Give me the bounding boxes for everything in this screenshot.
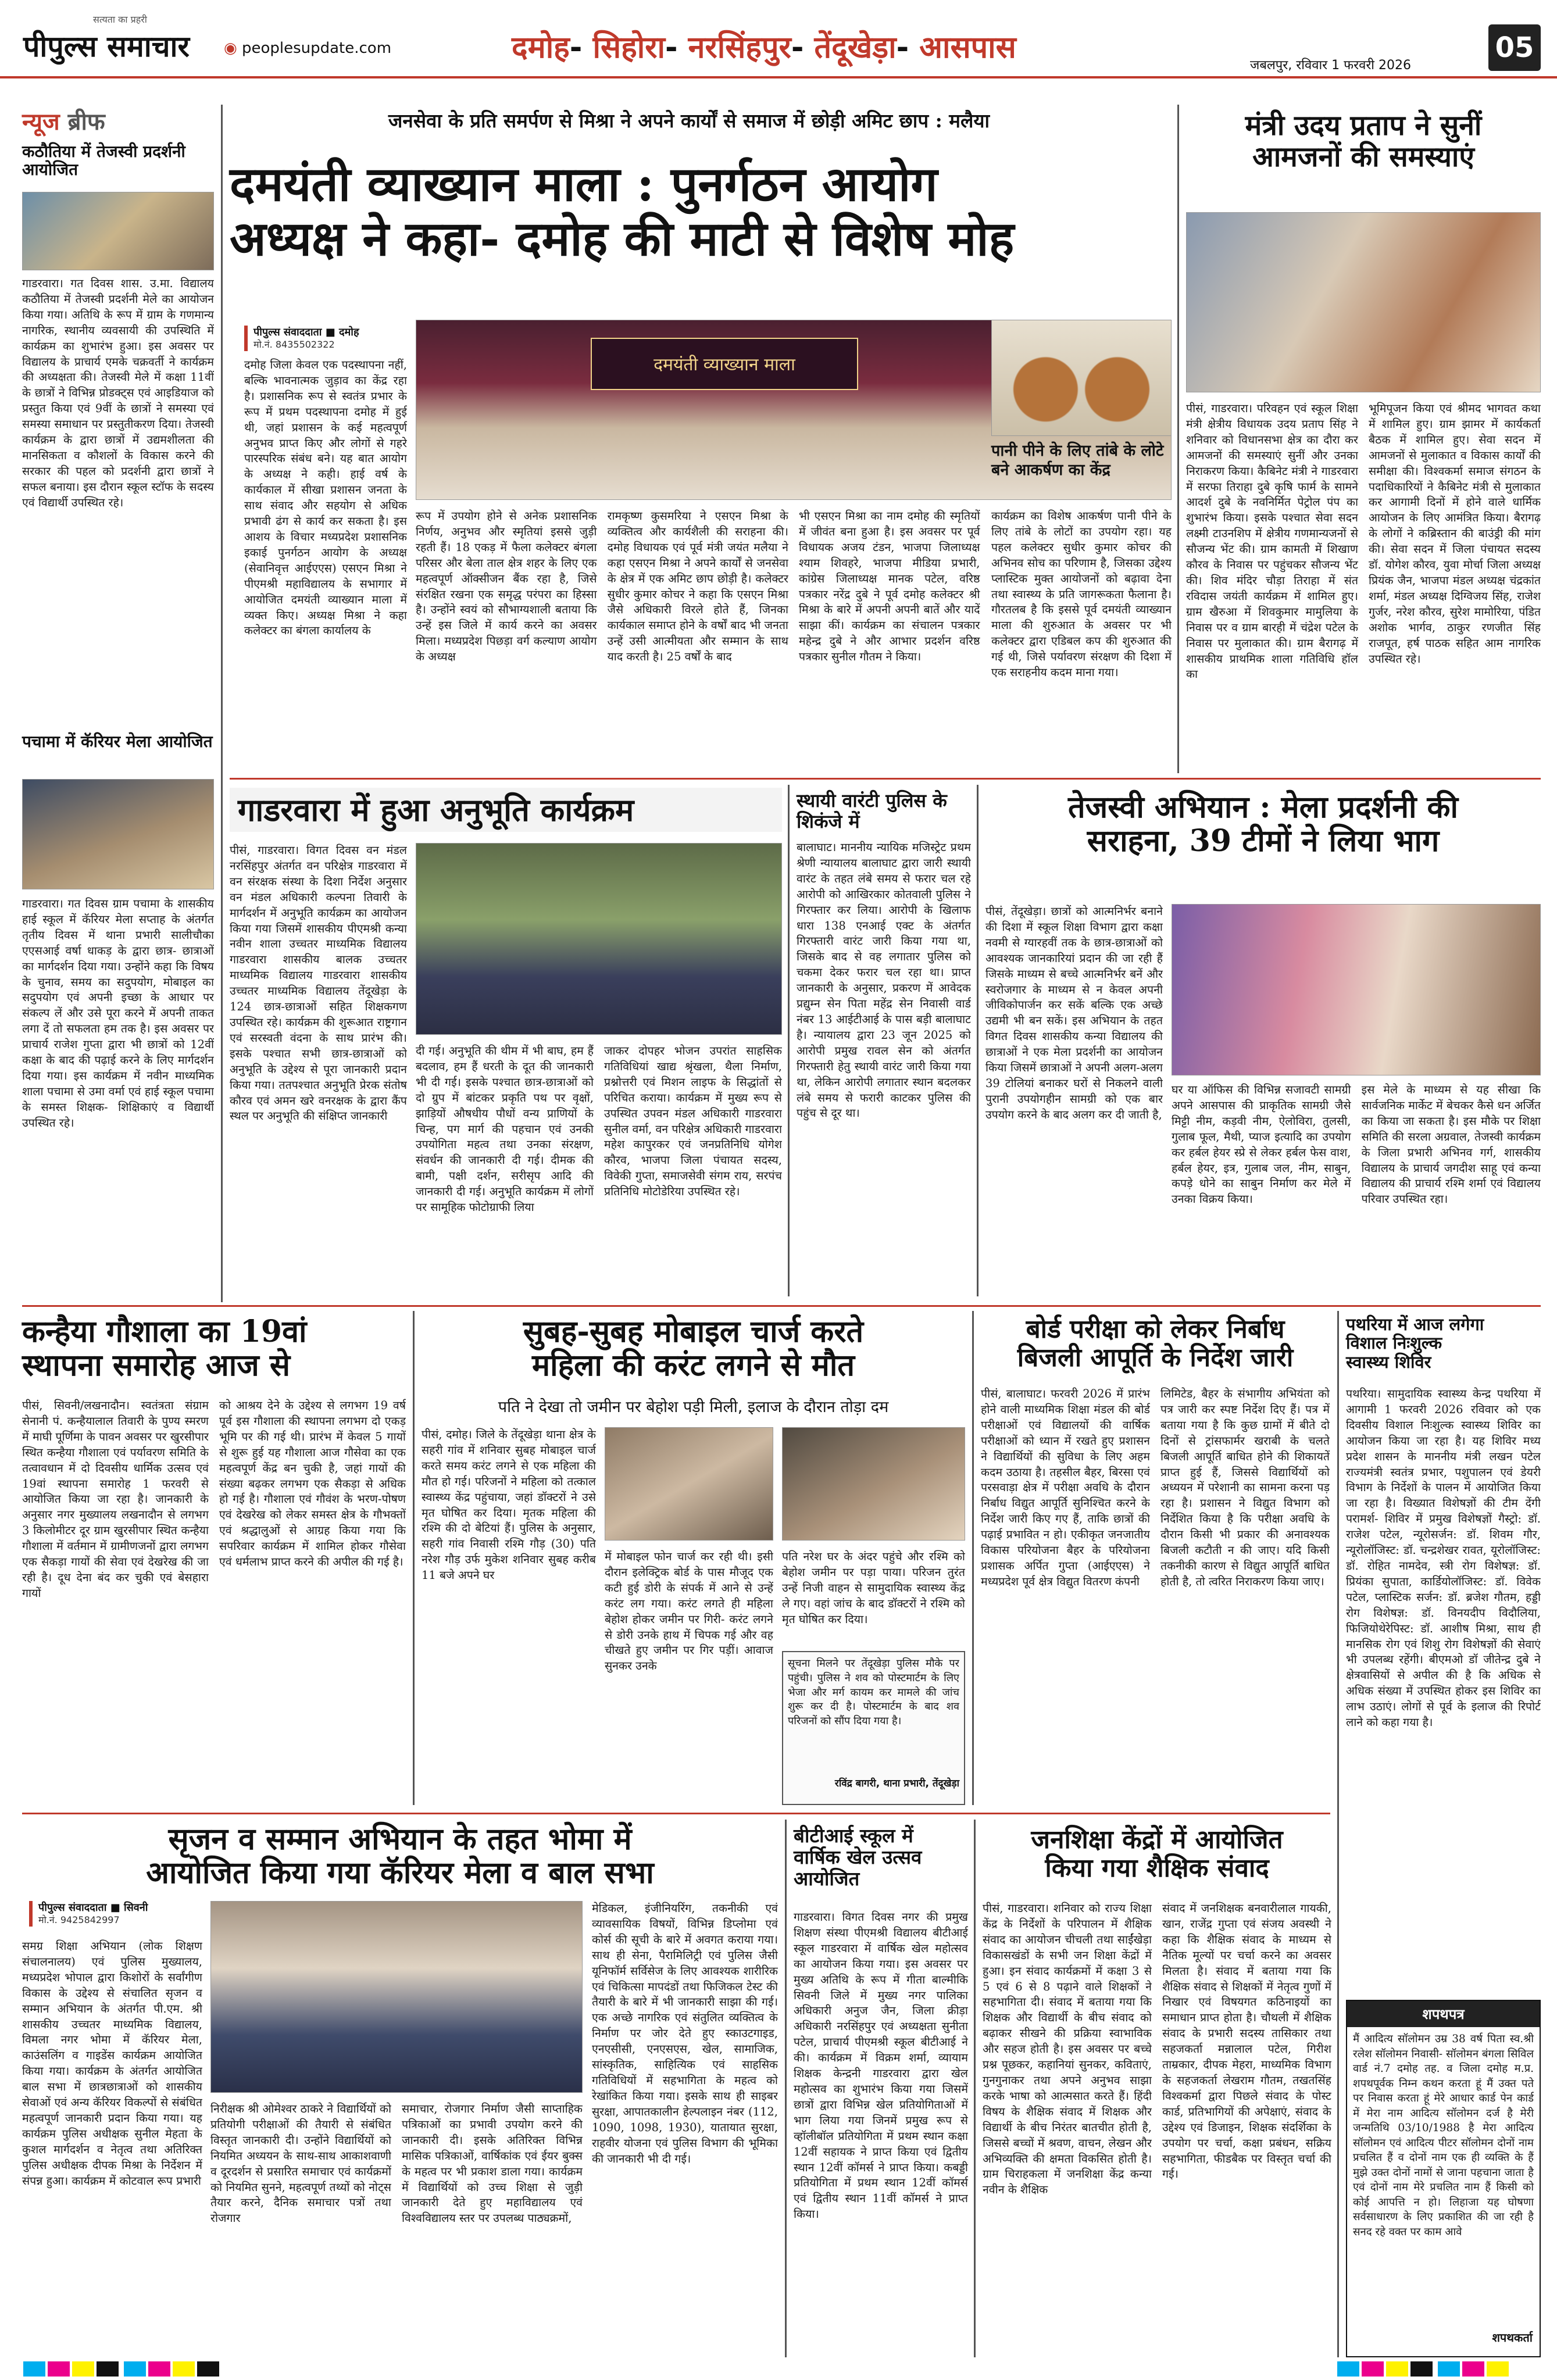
brief2-headline: पचामा में कॅरियर मेला आयोजित	[22, 732, 213, 751]
affidavit-title: शपथपत्र	[1347, 2001, 1540, 2027]
minister-col2: भूमिपूजन किया एवं श्रीमद भागवत कथा में शामिल हुए। ग्राम झामर में कार्यकर्ता बैठक में शामिल हुए। सेवा सदन में आमजनों से मुलाकात व विकास कार्यों की समीक्षा की। विश्वकर्मा समाज संगठन के पदाधिकारियों ने कैबिनेट मंत्री से मुलाकात कर आगामी दिनों में होने वाले धार्मिक आयोजन के लिए आमंत्रित किया। बैरागढ़ के लोगों ने कब्रिस्तान की बाउंड्री की मांग की। सेवा सदन में जिला पंचायत सदस्य डॉ. योगेश कौरव, युवा मोर्चा जिला अध्यक्ष प्रियंक जैन, भाजपा मंडल अध्यक्ष चंद्रकांत शर्मा, मंडल अध्यक्ष दिग्विजय सिंह, राजेश गुर्जर, नरेश कौरव, सुरेश मामोरिया, पंडित अशोक भार्गव, ठाकुर रणजीत सिंह राजपूत, हर्ष पाठक सहित आम नागरिक उपस्थित रहे।	[1369, 402, 1541, 666]
logo-tagline: सत्यता का प्रहरी	[93, 14, 147, 25]
lead-headline: दमयंती व्याख्यान माला : पुनर्गठन आयोग अध्यक्ष ने कहा- दमोह की माटी से विशेष मोह	[230, 156, 1015, 267]
lead-col4: भी एसएन मिश्रा का नाम दमोह की स्मृतियों में जीवंत बना हुआ है। इस अवसर पर पूर्व विधायक अजय टंडन, भाजपा जिलाध्यक्ष श्याम शिवहरे, भाजपा मीडिया प्रभारी, कांग्रेस जिलाध्यक्ष मानक पटेल, वरिष्ठ पत्रकार नरेंद्र दुबे ने पूर्व दमोह कलेक्टर श्री मिश्रा के बारे में अपनी अपनी बातें और यादें साझा कीं। कार्यक्रम का संचालन पत्रकार महेन्द्र दुबे ने और आभार प्रदर्शन वरिष्ठ पत्रकार सुनील गौतम ने किया।	[799, 509, 980, 664]
region-3: नरसिंहपुर	[688, 30, 791, 65]
gaushala-headline: कन्हैया गौशाला का 19वां स्थापना समारोह आज से	[22, 1314, 307, 1384]
region-2: सिहोरा	[592, 30, 665, 65]
pot-body: कार्यक्रम का विशेष आकर्षण पानी पीने के लिए तांबे के लोटों का उपयोग रहा। यह पहल कलेक्टर सुधीर कुमार कोचर की अभिनव सोच का परिणाम है, जिसका उद्देश्य प्लास्टिक मुक्त आयोजनों को बढ़ावा देना तथा स्वास्थ्य के प्रति जागरूकता फैलाना है। गौरतलब है कि इससे पूर्व दमयंती व्याख्यान माला की शुरुआत के अवसर पर भी कलेक्टर द्वारा एडिबल कप की शुरुआत की गई थी, जिसे पर्यावरण संरक्षण की दिशा में एक सराहनीय कदम माना गया।	[991, 509, 1172, 680]
mobile-note-byline: रविंद्र बागरी, थाना प्रभारी, तेंदूखेड़ा	[834, 1778, 959, 1789]
brief1-body: गाडरवारा। गत दिवस शास. उ.मा. विद्यालय कठौतिया में तेजस्वी प्रदर्शनी मेले का आयोजन किया गया। अतिथि के रूप में ग्राम के गणमान्य नागरिक, स्थानीय व्यवसायी की उपस्थिति में कार्यक्रम का शुभारंभ हुआ। इस अवसर पर विद्यालय के प्राचार्य एमके चक्रवर्ती ने कार्यक्रम की अध्यक्षता की। तेजस्वी मेले में कक्षा 11वीं के छात्रों ने विभिन्न प्रोडक्ट्स एवं आइडियाज को प्रस्तुत किया एवं 9वीं के छात्रों ने समस्या एवं समस्या समाधान पर प्रस्तुतीकरण दिया। तेजस्वी कार्यक्रम के द्वारा छात्रों में उद्यमशीलता की मानसिकता व कौशलों के विकास करने की सरकार की पहल को प्रदर्शनी द्वारा छात्रों ने सफल बनाया। इस दौरान स्कूल स्टॉफ के सदस्य एवं विद्यार्थी उपस्थित रहे।	[22, 277, 214, 509]
bts-headline: बीटीआई स्कूल में वार्षिक खेल उत्सव आयोजित	[794, 1824, 922, 1890]
affidavit-body: मैं आदित्य सॉलोमन उम्र 38 वर्ष पिता स्व.श्री रलेश सॉलोमन निवासी- सॉलोमन बंगला सिविल वार्ड नं.7 दमोह तह. व जिला दमोह म.प्र. शपथपूर्वक निम्न कथन करता हूं मैं उक्त पते पर निवास करता हूं मेरे आधार कार्ड पेन कार्ड में मेरा नाम आदित्य सॉलोमन दर्ज है मेरी जन्मतिथि 03/10/1988 है मेरा आदित्य सॉलोमन एवं आदित्य पीटर सॉलोमन दोनों नाम प्रचलित हैं व दोनों नाम एक ही व्यक्ति के हैं मुझे उक्त दोनों नामों से जाना पहचाना जाता है एवं दोनों नाम मेरे प्रचलित नाम हैं किसी को कोई आपत्ति न हो। लिहाजा यह घोषणा सर्वसाधारण के लिए प्रकाशित की जा रही है सनद रहे वक्त पर काम आवे	[1353, 2033, 1534, 2238]
mobile-col1: पीसं, दमोह। जिले के तेंदूखेड़ा थाना क्षेत्र के सहरी गांव में शनिवार सुबह मोबाइल चार्ज करते समय करंट लगने से एक महिला की मौत हो गई। परिजनों ने महिला को तत्काल स्वास्थ्य केंद्र पहुंचाया, जहां डॉक्टरों ने उसे मृत घोषित कर दिया। मृतक महिला की रश्मि की दो बेटियां हैं। पुलिस के अनुसार, सहरी गांव निवासी रश्मि गौड़ (30) पति नरेश गौड़ उर्फ मुकेश शनिवार सुबह करीब 11 बजे अपने घर	[422, 1428, 596, 1582]
mobile-photo-1	[605, 1427, 773, 1541]
minister-columns	[1186, 401, 1541, 773]
minister-col1: पीसं, गाडरवारा। परिवहन एवं स्कूल शिक्षा मंत्री क्षेत्रीय विधायक उदय प्रताप सिंह ने शनिवार को विधानसभा क्षेत्र का दौरा कर आमजनों की समस्याएं सुनीं और उनका निराकरण किया। कैबिनेट मंत्री ने गाडरवारा में सरफा तिराहा दुबे कृषि फार्म के सामने आदर्श दुबे के नवनिर्मित पेट्रोल पंप का शुभारंभ किया। इसके पश्चात सेवा सदन लक्ष्मी टाउनशिप में क्षेत्रीय गणमान्यजनों से सौजन्य भेंट की। ग्राम कामती में शिखाण कौरव के निवास पर पहुंचकर सौजन्य भेंट की। शिव मंदिर चौड़ा तिराहा में संत रविदास जयंती कार्यक्रम में शामिल हुए। ग्राम खैरुआ में शिवकुमार मामुलिया के निवास पर व ग्राम बारही में चंद्रेश पटेल के निवास पर मुलाकात की। ग्राम बैरागढ़ में शासकीय प्राथमिक शाला गतिविधि हॉल का	[1186, 402, 1358, 681]
lead-col1: दमोह जिला केवल एक पदस्थापना नहीं, बल्कि भावनात्मक जुड़ाव का केंद्र रहा है। प्रशासनिक रूप से स्वतंत्र प्रभार के रूप में प्रथम पदस्थापना दमोह में हुई थी, जहां प्रशासन के कई महत्वपूर्ण अनुभव प्राप्त किए और लोगों से गहरे पारस्परिक संबंध बने। यह बात आयोग के अध्यक्ष ने कही। हाई वर्ष के कार्यकाल में सीखा प्रशासन जनता के साथ संवाद और सहयोग से अधिक प्रभावी ढंग से कार्य कर सकता है। इस आशय के विचार मध्यप्रदेश प्रशासनिक इकाई पुनर्गठन आयोग के अध्यक्ष (सेवानिवृत्त आईएएस) एसएन मिश्रा ने पीएमश्री महाविद्यालय के सभागार में आयोजित दमयंती व्याख्यान माला में व्यक्त किए। अध्यक्ष मिश्रा ने कहा कलेक्टर का बंगला कार्यालय के	[244, 358, 407, 638]
srijan-col3: समाचार, रोजगार निर्माण जैसी साप्ताहिक पत्रिकाओं का प्रभावी उपयोग करने की जानकारी दी। इसके अतिरिक्त विभिन्न मासिक पत्रिकाओं, वार्षिकांक एवं ईयर बुक्स के महत्व पर भी प्रकाश डाला गया। कार्यक्रम में विद्यार्थियों को उच्च शिक्षा से जुड़ी जानकारी देते हुए महाविद्यालय एवं विश्वविद्यालय स्तर पर उपलब्ध पाठ्यक्रमों,	[402, 2102, 583, 2225]
site-url[interactable]: ◉ peoplesupdate.com	[224, 40, 392, 57]
tejasvi-intro: पीसं, तेंदूखेड़ा। छात्रों को आत्मनिर्भर बनाने की दिशा में स्कूल शिक्षा विभाग द्वारा कक्षा नवमी से ग्यारहवीं तक के छात्र-छात्राओं को आवश्यक जानकारियां प्रदान की जा रही हैं जिसके माध्यम से बच्चे आत्मनिर्भर बनें और स्वरोजगार के माध्यम से न केवल अपनी जीविकोपार्जन कर सकें बल्कि एक अच्छे उद्यमी भी बन सकें। इस अभियान के तहत विगत दिवस शासकीय कन्या विद्यालय की छात्राओं ने एक मेला प्रदर्शनी का आयोजन किया जिसमें छात्राओं ने अपनी अलग-अलग 39 टोलियां बनाकर घरों से निकलने वाली पुरानी उपयोगहीन सामग्री को एक बार उपयोग करने के बाद अलग कर दी जाती है,	[985, 905, 1163, 1121]
divider	[230, 778, 1541, 780]
lead-col2: रूप में उपयोग होने से अनेक प्रशासनिक निर्णय, अनुभव और स्मृतियां इससे जुड़ी रहती हैं। 18 एकड़ में फैला कलेक्टर बंगला परिसर और बेला ताल क्षेत्र शहर के लिए एक महत्वपूर्ण ऑक्सीजन बैंक रहा है, जिसे संरक्षित रखना एक समृद्ध परंपरा का हिस्सा है। उन्होंने स्वयं को सौभाग्यशाली बताया कि उन्हें इस जिले में कार्य करने का अवसर मिला। मध्यप्रदेश पिछड़ा वर्ग कल्याण आयोग के अध्यक्ष	[416, 509, 597, 664]
mobile-note: सूचना मिलने पर तेंदूखेड़ा पुलिस मौके पर पहुंची। पुलिस ने शव को पोस्टमार्टम के लिए भेजा और मर्ग कायम कर मामले की जांच शुरू कर दी है। पोस्टमार्टम के बाद शव परिजनों को सौंप दिया गया है।	[788, 1657, 959, 1728]
brief2-photo	[22, 779, 214, 889]
anubhuti-photo	[416, 843, 782, 1035]
mobile-col3: पति नरेश घर के अंदर पहुंचे और रश्मि को बेहोश जमीन पर पड़ा पाया। परिजन तुरंत उन्हें निजी वाहन से सामुदायिक स्वास्थ्य केंद्र ले गए। वहां जांच के बाद डॉक्टरों ने रश्मि को मृत घोषित कर दिया।	[782, 1550, 965, 1626]
pot-caption: पानी पीने के लिए तांबे के लोटे बने आकर्षण का केंद्र	[991, 442, 1164, 479]
mobile-col2: में मोबाइल फोन चार्ज कर रही थी। इसी दौरान इलेक्ट्रिक बोर्ड के पास मौजूद एक कटी हुई डोरी के संपर्क में आने से उन्हें करंट लग गया। करंट लगते ही महिला बेहोश होकर जमीन पर गिरी- करंट लगने से डोरी उनके हाथ में चिपक गई और वह चीखते हुए जमीन पर गिर पड़ीं। आवाज सुनकर उनके	[605, 1550, 773, 1673]
pot-photo	[991, 320, 1172, 436]
tejasvi-photo	[1172, 904, 1541, 1075]
janshiksha-columns	[983, 1901, 1331, 2357]
mobile-subhead: पति ने देखा तो जमीन पर बेहोश पड़ी मिली, इलाज के दौरान तोड़ा दम	[498, 1398, 889, 1416]
region-banner: दमोह- सिहोरा- नरसिंहपुर- तेंदूखेड़ा- आसपास	[512, 30, 1016, 65]
anubhuti-headline: गाडरवारा में हुआ अनुभूति कार्यक्रम	[230, 788, 782, 832]
region-1: दमोह	[512, 30, 570, 65]
gaushala-col1: पीसं, सिवनी/लखनादौन। स्वतंत्रता संग्राम सेनानी पं. कन्हैयालाल तिवारी के पुण्य स्मरण में माघी पूर्णिमा के पावन अवसर पर खुरसीपार स्थित कन्हैया गौशाला एवं पर्यावरण समिति के तत्वावधान में दो दिवसीय धार्मिक उत्सव एवं 19वां स्थापना समारोह 1 फरवरी से आयोजित किया जा रहा है। जानकारी के अनुसार नगर मुख्यालय लखनादौन से लगभग 3 किलोमीटर दूर ग्राम खुरसीपार स्थित कन्हैया गौशाला में वर्तमान में ग्रामीणजनों द्वारा लगभग एक सैकड़ा गायों की सेवा एवं देखरेख की जा रही है। दूध देना बंद कर चुकी एवं बेसहारा गायों	[22, 1399, 209, 1600]
srijan-col1: समग्र शिक्षा अभियान (लोक शिक्षण संचालनालय) एवं पुलिस मुख्यालय, मध्यप्रदेश भोपाल द्वारा किशोरों के सर्वांगीण विकास के उद्देश्य से संचालित सृजन व सम्मान अभियान के अंतर्गत पी.एम. श्री शासकीय उच्चतर माध्यमिक विद्यालय, विमला नगर भोमा में कॅरियर मेला, काउंसलिंग व गाइडेंस कार्यक्रम आयोजित किया गया। कार्यक्रम के अंतर्गत आयोजित बाल सभा में छात्रछात्राओं को शासकीय सेवाओं एवं अन्य कॅरियर विकल्पों से संबंधित महत्वपूर्ण जानकारी प्रदान किया गया। यह कार्यक्रम पुलिस अधीक्षक सुनील मेहता के कुशल मार्गदर्शन व नेतृत्व तथा अतिरिक्त पुलिस अधीक्षक दीपक मिश्रा के निर्देशन में संपन्न हुआ। कार्यक्रम में कोटवाल रूप प्रभारी	[22, 1939, 202, 2188]
srijan-col4: मेडिकल, इंजीनियरिंग, तकनीकी एवं व्यावसायिक विषयों, विभिन्न डिप्लोमा एवं कोर्स की सूची के बारे में अवगत कराया गया। साथ ही सेना, पैरामिलिट्री एवं पुलिस जैसी यूनिफॉर्म सर्विसेज के लिए आवश्यक शारीरिक एवं चिकित्सा मापदंडों तथा फिजिकल टेस्ट की तैयारी के बारे में भी जानकारी साझा की गई। एक अच्छे नागरिक एवं संतुलित व्यक्तित्व के निर्माण पर जोर देते हुए स्काउटगाइड, एनएसीसी, एनएसएस, खेल, सामाजिक, सांस्कृतिक, साहित्यिक एवं साहसिक गतिविधियों में सहभागिता के महत्व को रेखांकित किया गया। इसके साथ ही साइबर सुरक्षा, आपातकालीन हेल्पलाइन नंबर (112, 1090, 1098, 1930), यातायात सुरक्षा, राहवीर योजना एवं पुलिस विभाग की भूमिका की जानकारी भी दी गई।	[592, 1902, 778, 2165]
janshiksha-col1: पीसं, गाडरवारा। शनिवार को राज्य शिक्षा केंद्र के निर्देशों के परिपालन में शैक्षिक संवाद का आयोजन चीचली तथा साईंखेड़ा विकासखंडों के सभी जन शिक्षा केंद्रों में हुआ। इन संवाद कार्यक्रमों में कक्षा 3 से 5 एवं 6 से 8 पढ़ाने वाले शिक्षकों ने सहभागिता दी। संवाद में बताया गया कि शिक्षक और विद्यार्थी के बीच संवाद को बढ़ाकर सीखने की प्रक्रिया स्वाभाविक और सहज होती है। इस अवसर पर बच्चे प्रश्न पूछकर, कहानियां सुनकर, कविताएं, गुनगुनाकर तथा अपने अनुभव साझा करके भाषा को आत्मसात करते हैं। हिंदी विषय के शैक्षिक संवाद में शिक्षक और विद्यार्थी के बीच निरंतर बातचीत होती है, जिससे बच्चों में श्रवण, वाचन, लेखन और अभिव्यक्ति की क्षमता विकसित होती है। ग्राम चिराहकला में जनशिक्षा केंद्र कन्या नवीन के शैक्षिक	[983, 1902, 1152, 2197]
board-headline: बोर्ड परीक्षा को लेकर निर्बाध बिजली आपूर्ति के निर्देश जारी	[1017, 1314, 1294, 1373]
logo-text: पीपुल्स समाचार	[23, 30, 190, 63]
board-col2: लिमिटेड, बैहर के संभागीय अभियंता को पत्र जारी कर स्पष्ट निर्देश दिए हैं। पत्र में बताया गया है कि कुछ ग्रामों में बीते दो दिनों से ट्रांसफार्मर खराबी के चलते बिजली आपूर्ति बाधित होने की शिकायतें प्राप्त हुई हैं, जिससे विद्यार्थियों को अध्ययन में परेशानी का सामना करना पड़ रहा है। प्रशासन ने विद्युत विभाग को निर्देशित किया है कि परीक्षा अवधि के दौरान किसी भी प्रकार की अनावश्यक बिजली कटौती न की जाए। यदि किसी तकनीकी कारण से विद्युत आपूर्ति बाधित होती है, तो त्वरित निराकरण किया जाए।	[1160, 1387, 1330, 1588]
lead-byline: पीपुल्स संवाददाता ■ दमोह मो.नं. 8435502322	[244, 326, 359, 351]
mobile-photo-2	[782, 1427, 965, 1541]
tejasvi-headline: तेजस्वी अभियान : मेला प्रदर्शनी की सराहना, 39 टीमों ने लिया भाग	[1068, 789, 1458, 859]
tejasvi-columns	[1172, 1082, 1541, 1296]
divider	[785, 1820, 787, 2357]
region-5: आसपास	[919, 30, 1016, 65]
divider	[413, 1311, 415, 1805]
janshiksha-col2: संवाद में जनशिक्षक बनवारीलाल गायकी, खान, राजेंद्र गुप्ता एवं संजय अवस्थी ने कहा कि शैक्षिक संवाद के माध्यम से नैतिक मूल्यों पर चर्चा करने का अवसर मिलता है। संवाद में बताया गया कि शैक्षिक संवाद से शिक्षकों में नेतृत्व गुणों में निखार एवं विषयगत कठिनाइयों का समाधान प्राप्त होता है। चौथली में शैक्षिक संवाद के प्रभारी सदस्य तासिकार तथा सहजकर्ता मन्नालाल पटेल, गिरीश ताम्रकार, दीपक मेहरा, माध्यमिक विभाग के सहजकर्ता लेखराम गौतम, तखतसिंह विश्वकर्मा द्वारा पिछले संवाद के पोस्ट कार्ड, प्रतिभागियों की अपेक्षाएं, संवाद के उद्देश्य एवं डिजाइन, शिक्षक संदर्शिका के उपयोग पर चर्चा, कक्षा प्रबंधन, सक्रिय सहभागिता, फीडबैक पर विस्तृत चर्चा की गई।	[1162, 1902, 1331, 2181]
mobile-note-box	[782, 1651, 965, 1805]
srijan-columns	[210, 2102, 583, 2357]
masthead-logo	[23, 13, 190, 65]
board-col1: पीसं, बालाघाट। फरवरी 2026 में प्रारंभ होने वाली माध्यमिक शिक्षा मंडल की बोर्ड परीक्षाओं एवं विद्यालयों की वार्षिक परीक्षाओं को ध्यान में रखते हुए प्रशासन ने विद्यार्थियों की सुविधा के लिए अहम कदम उठाया है। तहसील बैहर, बिरसा एवं परसवाड़ा क्षेत्र में परीक्षा अवधि के दौरान निर्बाध विद्युत आपूर्ति सुनिश्चित करने के निर्देश जारी किए गए हैं, ताकि छात्रों की पढ़ाई प्रभावित न हो। एकीकृत जनजातीय विकास परियोजना बैहर के परियोजना प्रशासक अर्पित गुप्ता (आईएएस) ने मध्यप्रदेश पूर्व क्षेत्र विद्युत वितरण कंपनी	[981, 1387, 1150, 1588]
health-body: पथरिया। सामुदायिक स्वास्थ्य केन्द्र पथरिया में आगामी 1 फरवरी 2026 रविवार को एक दिवसीय विशाल निःशुल्क स्वास्थ्य शिविर का आयोजन किया जा रहा है। यह शिविर मध्य प्रदेश शासन के माननीय मंत्री लखन पटेल राज्यमंत्री स्वतंत्र प्रभार, पशुपालन एवं डेयरी विभाग के निर्देशों के पालन में आयोजित किया जा रहा है। विख्यात विशेषज्ञों की टीम देंगी परामर्श- शिविर में प्रमुख विशेषज्ञों गैस्ट्रो: डॉ. राजेश पटेल, न्यूरोसर्जन: डॉ. शिवम गौर, न्यूरोलॉजिस्ट: डॉ. चन्द्रशेखर रावत, यूरोलॉजिस्ट: डॉ. रोहित नामदेव, स्त्री रोग विशेषज्ञ: डॉ. प्रियंका सुपाता, कार्डियोलॉजिस्ट: डॉ. विवेक पटेल, प्लास्टिक सर्जन: डॉ. ब्रजेश गौतम, हड्डी रोग विशेषज्ञ: डॉ. विनयदीप विदौलिया, फिजियोथेरेपिस्ट: डॉ. आशीष मिश्रा, साथ ही मानसिक रोग एवं शिशु रोग विशेषज्ञों की सेवाएं भी उपलब्ध रहेंगी। बीएमओ डॉ जीतेन्द्र दुबे ने क्षेत्रवासियों से अपील की है कि अधिक से अधिक संख्या में उपस्थित होकर इस शिविर का लाभ उठाएं। लोगों से पूर्व के इलाज की रिपोर्ट लाने को कहा गया है।	[1346, 1387, 1541, 1729]
stage-banner: दमयंती व्याख्यान माला	[591, 338, 858, 390]
page-number: 05	[1488, 24, 1541, 71]
divider	[221, 105, 223, 1302]
news-brief-label: न्यूज ब्रीफ	[22, 109, 105, 135]
brief2-body: गाडरवारा। गत दिवस ग्राम पचामा के शासकीय हाई स्कूल में कॅरियर मेला सप्ताह के अंतर्गत तृतीय दिवस में थाना प्रभारी सालीचौका एएसआई वर्षा धाकड़ के द्वारा छात्र- छात्राओं का मार्गदर्शन दिया गया। उन्होंने कहा कि विषय के चुनाव, समय का सदुपयोग, मोबाइल का सदुपयोग एवं अपनी इच्छा के आधार पर संकल्प लें और उसे पूरा करने में अपनी ताकत लगा दें तो सफलता हम तक है। इस अवसर पर प्राचार्य राजेश गुप्ता द्वारा भी छात्रों को 12वीं कक्षा के बाद की पढ़ाई करने के लिए मार्गदर्शन दिया गया। इस कार्यक्रम में नवीन माध्यमिक शाला पचामा से उमा वर्मा एवं हाई स्कूल पचामा के समस्त शिक्षक- शिक्षिकाएं व विद्यार्थी उपस्थित रहे।	[22, 897, 214, 1130]
board-columns	[981, 1386, 1330, 1805]
lead-col3: रामकृष्ण कुसमरिया ने एसएन मिश्रा के व्यक्तित्व और कार्यशैली की सराहना की। दमोह विधायक एवं पूर्व मंत्री जयंत मलैया ने कहा एसएन मिश्रा ने अपने कार्यों से जनसेवा के क्षेत्र में एक अमिट छाप छोड़ी है। कलेक्टर सुधीर कुमार कोचर ने कहा कि एसएन मिश्रा जैसे अधिकारी विरले होते हैं, जिनका कार्यकाल समाप्त होने के वर्षों बाद भी जनता उन्हें उसी आत्मीयता और सम्मान के साथ याद करती है। 25 वर्षों के बाद	[607, 509, 788, 664]
srijan-photo	[210, 1901, 583, 2093]
print-color-bar	[23, 2361, 222, 2379]
lead-kicker: जनसेवा के प्रति समर्पण से मिश्रा ने अपने कार्यों से समाज में छोड़ी अमिट छाप : मलैया	[388, 109, 990, 132]
tejasvi-col2: इस मेले के माध्यम से यह सीखा कि सार्वजनिक मार्केट में बेचकर कैसे धन अर्जित का किया जा सकता है। इस मौके पर शिक्षा समिति की सरला अग्रवाल, तेजस्वी कार्यक्रम के जिला प्रभारी अभिनव गर्ग, शासकीय विद्यालय के प्राचार्य जगदीश साहू एवं कन्या विद्यालय की प्राचार्य रश्मि शर्मा एवं विद्यालय परिवार उपस्थित रहा।	[1361, 1083, 1541, 1206]
brief1-headline: कठौतिया में तेजस्वी प्रदर्शनी आयोजित	[22, 142, 185, 180]
health-headline: पथरिया में आज लगेगा विशाल निःशुल्क स्वास्थ्य शिविर	[1346, 1314, 1484, 1372]
affidavit-box	[1346, 2000, 1541, 2357]
janshiksha-headline: जनशिक्षा केंद्रों में आयोजित किया गया शैक्षिक संवाद	[1031, 1825, 1283, 1884]
print-color-bar-right	[1337, 2361, 1511, 2379]
divider	[972, 1311, 974, 1805]
divider	[977, 785, 979, 1296]
warrant-headline: स्थायी वारंटी पुलिस के शिकंजे में	[797, 789, 947, 832]
affidavit-signer: शपथकर्ता	[1492, 2331, 1533, 2345]
divider	[1177, 105, 1179, 773]
gaushala-col2: को आश्रय देने के उद्देश्य से लगभग 19 वर्ष पूर्व इस गौशाला की स्थापना लगभग दो एकड़ भूमि पर की गई थी। प्रारंभ में केवल 5 गायों से शुरू हुई यह गौशाला आज गौसेवा का एक महत्वपूर्ण केंद्र बन चुकी है, जहां गायों की संख्या बढ़कर लगभग एक सैकड़ा से अधिक हो गई है। गौशाला एवं गौवंश के भरण-पोषण एवं देखरेख को लेकर समस्त क्षेत्र के गौभक्तों एवं श्रद्धालुओं से आग्रह किया गया कि सपरिवार कार्यक्रम में शामिल होकर गौसेवा एवं धर्मलाभ प्राप्त करने की अपील की गई है।	[219, 1399, 406, 1569]
divider	[974, 1820, 976, 2357]
masthead	[0, 0, 1557, 78]
divider	[22, 1813, 1330, 1814]
anubhuti-col3: जाकर दोपहर भोजन उपरांत साहसिक गतिविधियां खाद्य श्रृंखला, थैला निर्माण, प्रश्नोत्तरी एवं मिशन लाइफ के सिद्धांतों से परिचित कराया। कार्यक्रम में मुख्य रूप से उपस्थित उपवन मंडल अधिकारी गाडरवारा सुनील वर्मा, वन परिक्षेत्र अधिकारी गाडरवारा महेश कापुरकर एवं जनप्रतिनिधि योगेश कौरव, भाजपा जिला पंचायत सदस्य, विवेकी गुप्ता, समाजसेवी संगम राय, सरपंच प्रतिनिधि मोटोडेरिया उपस्थित रहे।	[604, 1044, 782, 1199]
tejasvi-col1: घर या ऑफिस की विभिन्न सजावटी सामग्री अपने आसपास की प्राकृतिक सामग्री जैसे मिट्टी नीम, कड़वी नीम, ऐलोविरा, तुलसी, गुलाब फूल, मैथी, प्याज इत्यादि का उपयोग कर हर्बल हेयर स्प्रे से लेकर हर्बल फेस वाश, हर्बल हेयर, इत्र, गुलाब जल, नीम, साबुन, कपड़े धोने का साबुन निर्माण कर मेले में उनका विक्रय किया।	[1172, 1083, 1351, 1206]
gaushala-columns	[22, 1398, 406, 1805]
srijan-col2: निरीक्षक श्री ओमेश्वर ठाकरे ने विद्यार्थियों को प्रतियोगी परीक्षाओं की तैयारी से संबंधित विस्तृत जानकारी दी। उन्होंने विद्यार्थियों को नियमित अध्ययन के साथ-साथ आकाशवाणी व दूरदर्शन से प्रसारित समाचार एवं कार्यक्रमों को नियमित सुनने, महत्वपूर्ण तथ्यों को नोट्स तैयार करने, दैनिक समाचार पत्रों तथा रोजगार	[210, 2102, 391, 2225]
minister-photo	[1186, 212, 1541, 392]
divider	[22, 1305, 1541, 1307]
srijan-byline: पीपुल्स संवाददाता ■ सिवनी मो.नं. 9425842997	[29, 1901, 148, 1927]
mobile-headline: सुबह-सुबह मोबाइल चार्ज करते महिला की करंट लगने से मौत	[523, 1314, 864, 1384]
brief1-photo	[22, 192, 214, 270]
divider	[1337, 1311, 1339, 2357]
divider	[788, 785, 790, 1296]
minister-headline: मंत्री उदय प्रताप ने सुनीं आमजनों की समस्याएं	[1245, 109, 1482, 173]
srijan-headline: सृजन व सम्मान अभियान के तहत भोमा में आयोजित किया गया कॅरियर मेला व बाल सभा	[146, 1821, 654, 1891]
anubhuti-col1: पीसं, गाडरवारा। विगत दिवस वन मंडल नरसिंहपुर अंतर्गत वन परिक्षेत्र गाडरवारा में वन संरक्षक संस्था के दिशा निर्देश अनुसार वन मंडल अधिकारी कल्पना तिवारी के मार्गदर्शन में अनुभूति कार्यक्रम का आयोजन किया गया जिसमें शासकीय पीएमश्री कन्या नवीन शाला उच्चतर माध्यमिक विद्यालय गाडरवारा शासकीय बालक उच्चतर माध्यमिक विद्यालय गाडरवारा शासकीय उच्चतर माध्यमिक विद्यालय तेंदूखेड़ा के 124 छात्र-छात्राओं सहित शिक्षकगण उपस्थित रहे। कार्यक्रम की शुरूआत राष्ट्रगान एवं सरस्वती वंदना के साथ प्रारंभ की। इसके पश्चात सभी छात्र-छात्राओं को अनुभूति के उद्देश्य से पूरा जानकारी प्रदान किया गया। ततपश्चात अनुभूति प्रेरक संतोष कौरव एवं अमन खरे वनरक्षक के द्वारा कैंप स्थल पर अनुभूति की संक्षिप्त जानकारी	[230, 844, 407, 1123]
region-4: तेंदूखेड़ा	[814, 30, 897, 65]
anubhuti-col2: दी गई। अनुभूति की थीम में भी बाघ, हम हैं बदलाव, हम हैं धरती के दूत की जानकारी भी दी गई। इसके पश्चात छात्र-छात्राओं को दो ग्रुप में बांटकर प्रकृति पथ पर वृक्षों, झाड़ियों औषधीय पौधों वन्य प्राणियों के चिन्ह, पग मार्ग की पहचान एवं उनकी उपयोगिता महत्व तथा उनका संरक्षण, संवर्धन की जानकारी दी गई। दीमक की बामी, पक्षी दर्शन, सरीसृप आदि की जानकारी दी गई। अनुभूति कार्यक्रम में लोगों पर सामूहिक फोटोग्राफी लिया	[416, 1044, 594, 1214]
anubhuti-columns	[416, 1044, 782, 1296]
warrant-body: बालाघाट। माननीय न्यायिक मजिस्ट्रेट प्रथम श्रेणी न्यायालय बालाघाट द्वारा जारी स्थायी वारंट के तहत लंबे समय से फरार चल रहे आरोपी को आखिरकार कोतवाली पुलिस ने गिरफ्तार कर लिया। आरोपी के खिलाफ धारा 138 एनआई एक्ट के अंतर्गत गिरफ्तारी वारंट जारी किया गया था, जिसके बाद से वह लगातार पुलिस को चकमा देकर फरार चल रहा था। प्राप्त जानकारी के अनुसार, प्रकरण में आवेदक प्रद्युम्न सेन पिता महेंद्र सेन निवासी वार्ड नंबर 13 आईटीआई के पास बड़ी बालाघाट है। न्यायालय द्वारा 23 जून 2025 को आरोपी प्रमुख रावल सेन को अंतर्गत गिरफ्तारी हेतु स्थायी वारंट जारी किया गया था, लेकिन आरोपी लगातार स्थान बदलकर लंबे समय से फरारी काटकर पुलिस की पहुंच से दूर था।	[797, 841, 971, 1120]
bts-body: गाडरवारा। विगत दिवस नगर की प्रमुख शिक्षण संस्था पीएमश्री विद्यालय बीटीआई स्कूल गाडरवारा में वार्षिक खेल महोत्सव का आयोजन किया गया। इस अवसर पर मुख्य अतिथि के रूप में गीता बाल्मीकि सिवनी जिले में मुख्य नगर पालिका अधिकारी अनुज जैन, जिला क्रीड़ा अधिकारी नरसिंहपुर एवं अध्यक्षता सुनीता पटेल, प्राचार्य पीएमश्री स्कूल बीटीआई ने की। कार्यक्रम में विक्रम शर्मा, व्यायाम शिक्षक केन्द्रनी गाडरवारा द्वारा खेल महोत्सव का शुभारंभ किया गया जिसमें छात्रों द्वारा विभिन्न खेल प्रतियोगिताओं में भाग लिया गया जिनमें प्रमुख रूप से व्हॉलीबॉल प्रतियोगिता में प्रथम स्थान कक्षा 12वीं सहायक ने प्राप्त किया एवं द्वितीय स्थान 12वीं कॉमर्स ने प्राप्त किया। कबड्डी प्रतियोगिता में प्रथम स्थान 12वीं कॉमर्स एवं द्वितीय स्थान 11वीं कॉमर्स ने प्राप्त किया।	[794, 1910, 968, 2221]
dateline: जबलपुर, रविवार 1 फरवरी 2026	[1250, 58, 1411, 73]
globe-icon: ◉	[224, 40, 237, 57]
